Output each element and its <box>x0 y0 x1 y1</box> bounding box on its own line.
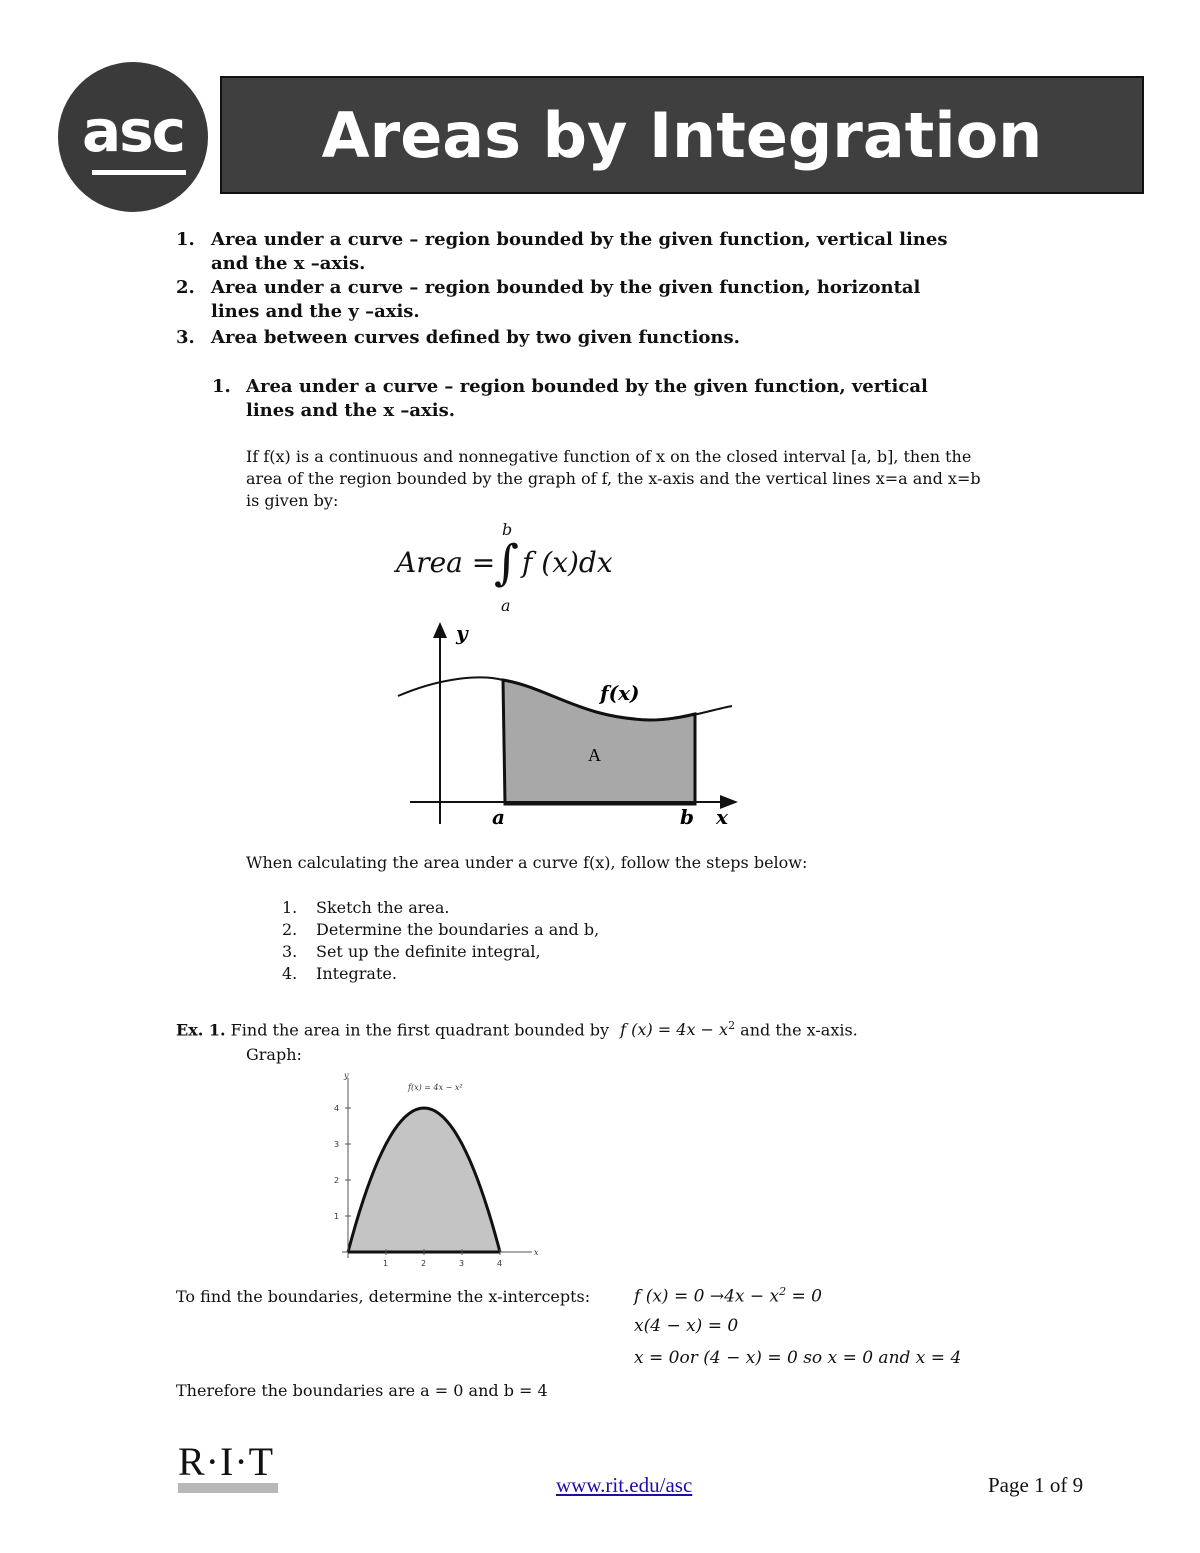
eq1-tail: = 0 <box>786 1286 822 1307</box>
graph-label: Graph: <box>246 1045 302 1064</box>
x-tick-label-2: 2 <box>421 1259 427 1268</box>
step-num-4: 4. <box>282 964 298 983</box>
eq-3: x = 0or (4 − x) = 0 so x = 0 and x = 4 <box>634 1348 962 1368</box>
overview-num-3: 3. <box>176 327 195 348</box>
rit-logo-bar <box>178 1483 278 1493</box>
y-tick-label-1: 1 <box>334 1212 340 1221</box>
rit-logo <box>178 1438 278 1493</box>
integral-sign: ∫ <box>494 535 520 591</box>
data-point-5 <box>442 1116 444 1118</box>
data-point-7 <box>480 1188 482 1190</box>
formula-integrand: f (x)dx <box>522 546 613 579</box>
overview-item-1-line1: Area under a curve – region bounded by the given function, vertical lines <box>211 229 948 250</box>
y-axis-label: y <box>456 621 468 645</box>
section1-heading-line1: Area under a curve – region bounded by the given function, vertical <box>246 376 928 397</box>
section1-para-line2: area of the region bounded by the graph of f, the x-axis and the vertical lines x=a and x=b <box>246 469 981 488</box>
step-text-2: Determine the boundaries a and b, <box>316 920 600 939</box>
data-point-3 <box>404 1116 406 1118</box>
example1-exp: 2 <box>728 1019 736 1032</box>
data-point-2 <box>385 1143 387 1145</box>
overview-item-3-line1: Area between curves defined by two given functions. <box>211 327 740 348</box>
data-point-1 <box>366 1188 368 1190</box>
shaded-region-a <box>503 680 695 804</box>
eq-2: x(4 − x) = 0 <box>634 1316 739 1336</box>
b-label: b <box>680 805 694 829</box>
data-point-6 <box>461 1143 463 1145</box>
overview-item-1-line2: and the x –axis. <box>211 253 366 274</box>
fx-label: f(x) <box>600 681 640 705</box>
y-tick-label-3: 3 <box>334 1140 340 1149</box>
step-text-1: Sketch the area. <box>316 898 450 917</box>
section1-para-line3: is given by: <box>246 491 339 510</box>
step-text-4: Integrate. <box>316 964 397 983</box>
title-banner <box>220 76 1144 194</box>
eq1-main: f (x) = 0 →4x − x <box>634 1286 780 1307</box>
overview-num-1: 1. <box>176 229 195 250</box>
y-tick-label-4: 4 <box>334 1104 340 1113</box>
chart-title: f(x) = 4x − x² <box>408 1083 463 1092</box>
section1-para-line1: If f(x) is a continuous and nonnegative function of x on the closed interval [a, b], then the <box>246 447 972 466</box>
step-num-1: 1. <box>282 898 298 917</box>
y-tick-label-2: 2 <box>334 1176 340 1185</box>
formula-upper-bound: b <box>502 520 513 539</box>
example1-chart <box>320 1070 550 1270</box>
chart-y-label: y <box>344 1071 349 1080</box>
example1-function: f (x) = 4x − x <box>620 1020 729 1040</box>
overview-item-2-line2: lines and the y –axis. <box>211 301 420 322</box>
page-number: Page 1 of 9 <box>988 1473 1084 1497</box>
logo-underline <box>92 170 186 175</box>
boundaries-conclusion: Therefore the boundaries are a = 0 and b = 4 <box>176 1381 548 1400</box>
logo-text: asc <box>81 97 185 165</box>
eq-1 <box>634 1285 822 1307</box>
footer-url-link[interactable]: www.rit.edu/asc <box>556 1473 693 1497</box>
asc-logo <box>58 62 208 212</box>
step-num-3: 3. <box>282 942 298 961</box>
y-axis-arrow <box>433 622 447 638</box>
example1-text: Find the area in the first quadrant bounded by <box>230 1020 610 1040</box>
page-title: Areas by Integration <box>321 98 1043 172</box>
overview-item-2-line1: Area under a curve – region bounded by the given function, horizontal <box>211 277 921 298</box>
section1-num: 1. <box>212 376 231 397</box>
a-label: a <box>492 805 505 829</box>
area-under-curve-figure <box>390 618 750 832</box>
x-tick-label-4: 4 <box>497 1259 503 1268</box>
steps-intro: When calculating the area under a curve f(x), follow the steps below: <box>246 853 808 872</box>
example1-label: Ex. 1. <box>176 1020 226 1040</box>
x-axis-label: x <box>716 805 728 829</box>
x-tick-label-1: 1 <box>383 1259 389 1268</box>
overview-num-2: 2. <box>176 277 195 298</box>
data-point-4 <box>423 1107 425 1109</box>
step-num-2: 2. <box>282 920 298 939</box>
area-label: A <box>588 745 601 765</box>
formula-lhs: Area = <box>396 546 496 579</box>
eq1-exp: 2 <box>779 1285 787 1298</box>
example1-tail: and the x-axis. <box>740 1020 858 1040</box>
step-text-3: Set up the definite integral, <box>316 942 541 961</box>
boundaries-intro: To find the boundaries, determine the x-intercepts: <box>176 1287 591 1306</box>
formula-lower-bound: a <box>501 596 511 615</box>
x-tick-label-3: 3 <box>459 1259 465 1268</box>
example1-statement <box>176 1015 858 1041</box>
section1-heading-line2: lines and the x –axis. <box>246 400 455 421</box>
chart-x-label: x <box>534 1248 539 1257</box>
rit-logo-text: R·I·T <box>178 1439 275 1484</box>
